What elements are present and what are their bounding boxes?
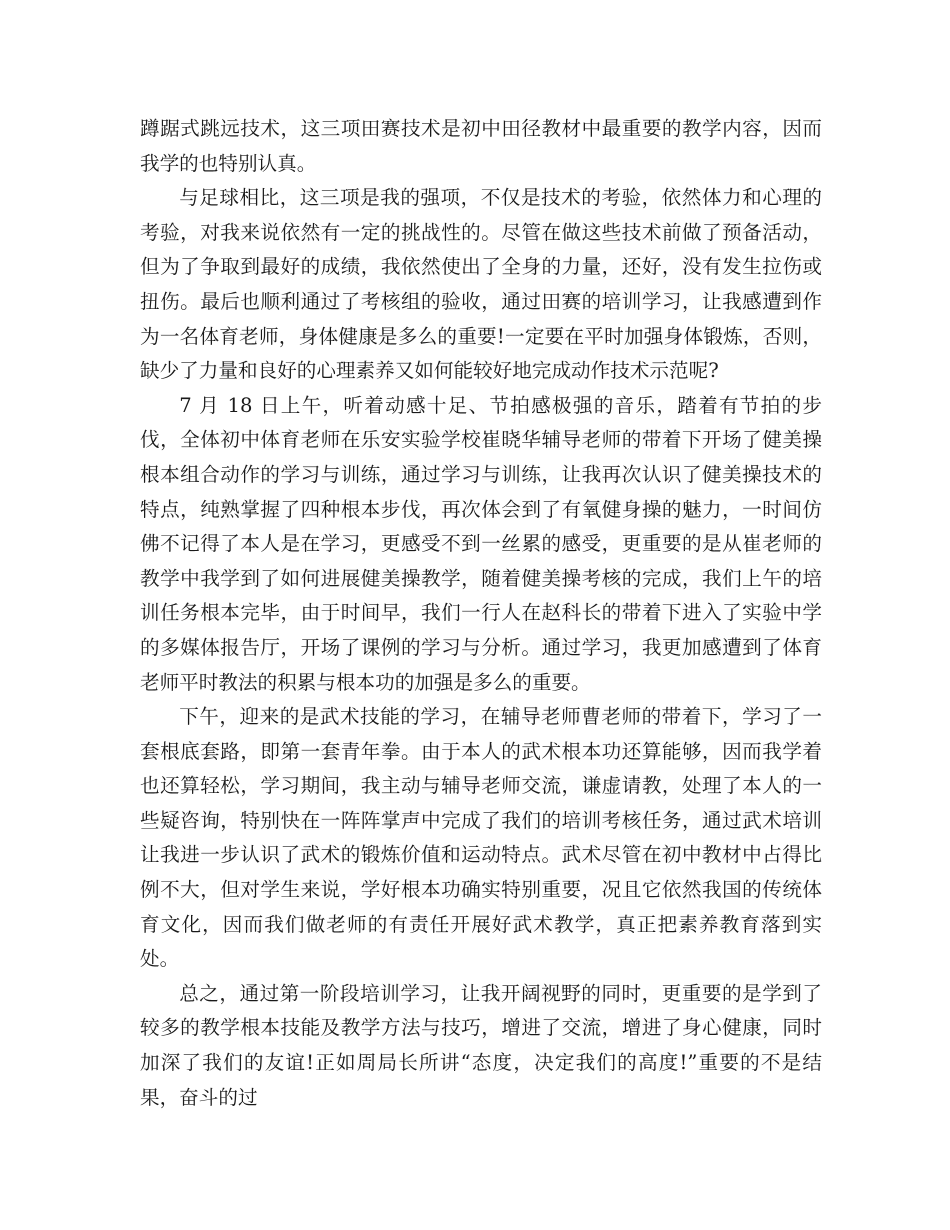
paragraph-5: 总之，通过第一阶段培训学习，让我开阔视野的同时，更重要的是学到了较多的教学根本技能及教学方法与技巧，增进了交流，增进了身心健康，同时加深了我们的友谊!正如周局长所讲“态度，决定我们的高度!”重要的不是结果，奋斗的过 (140, 981, 822, 1109)
paragraph-1: 蹲踞式跳远技术，这三项田赛技术是初中田径教材中最重要的教学内容，因而我学的也特别认真。 (140, 117, 822, 175)
paragraph-4: 下午，迎来的是武术技能的学习，在辅导老师曹老师的带着下，学习了一套根底套路，即第一套青年拳。由于本人的武术根本功还算能够，因而我学着也还算轻松，学习期间，我主动与辅导老师交流，谦虚请教，处理了本人的一些疑咨询，特别快在一阵阵掌声中完成了我们的培训考核任务，通过武术培训让我进一步认识了武术的锻炼价值和运动特点。武术尽管在初中教材中占得比例不大，但对学生来说，学好根本功确实特别重要，况且它依然我国的传统体育文化，因而我们做老师的有责任开展好武术教学，真正把素养教育落到实处。 (140, 705, 822, 971)
document-body (140, 112, 822, 1115)
paragraph-2: 与足球相比，这三项是我的强项，不仅是技术的考验，依然体力和心理的考验，对我来说依然有一定的挑战性的。尽管在做这些技术前做了预备活动，但为了争取到最好的成绩，我依然使出了全身的力量，还好，没有发生拉伤或扭伤。最后也顺利通过了考核组的验收，通过田赛的培训学习，让我感遭到作为一名体育老师，身体健康是多么的重要!一定要在平时加强身体锻炼，否则，缺少了力量和良好的心理素养又如何能较好地完成动作技术示范呢? (140, 186, 822, 383)
paragraph-3: 7 月 18 日上午，听着动感十足、节拍感极强的音乐，踏着有节拍的步伐，全体初中体育老师在乐安实验学校崔晓华辅导老师的带着下开场了健美操根本组合动作的学习与训练，通过学习与训练，让我再次认识了健美操技术的特点，纯熟掌握了四种根本步伐，再次体会到了有氧健身操的魅力，一时间仿佛不记得了本人是在学习，更感受不到一丝累的感受，更重要的是从崔老师的教学中我学到了如何进展健美操教学，随着健美操考核的完成，我们上午的培训任务根本完毕，由于时间早，我们一行人在赵科长的带着下进入了实验中学的多媒体报告厅，开场了课例的学习与分析。通过学习，我更加感遭到了体育老师平时教法的积累与根本功的加强是多么的重要。 (140, 393, 822, 694)
